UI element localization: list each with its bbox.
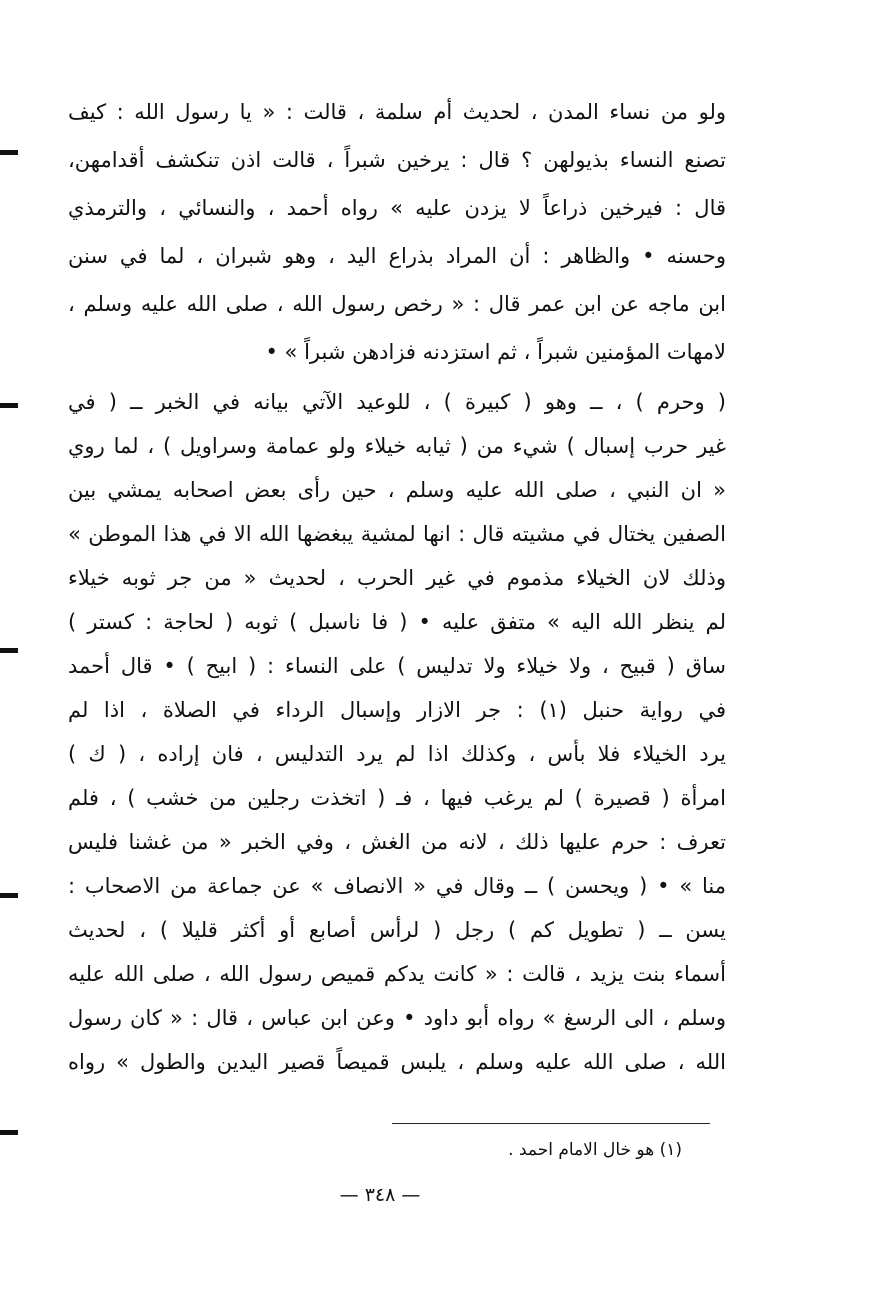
text-line: الله ، صلى الله عليه وسلم ، يلبس قميصاً قصير اليدين والطول » رواه	[68, 1050, 726, 1074]
text-line: وحسنه • والظاهر : أن المراد بذراع اليد ، وهو شبران ، لما في سنن	[68, 244, 726, 268]
text-line: غير حرب إسبال ) شيء من ( ثيابه خيلاء ولو عمامة وسراويل ) ، لما روي	[68, 434, 726, 458]
text-line: أسماء بنت يزيد ، قالت : « كانت يدكم قميص رسول الله ، صلى الله عليه	[68, 962, 726, 986]
scan-edge-mark	[0, 648, 18, 653]
text-line: قال : فيرخين ذراعاً لا يزدن عليه » رواه أحمد ، والنسائي ، والترمذي	[68, 196, 726, 220]
text-line: ولو من نساء المدن ، لحديث أم سلمة ، قالت : « يا رسول الله : كيف	[68, 100, 726, 124]
scan-edge-mark	[0, 150, 18, 155]
footnote: (١) هو خال الامام احمد .	[508, 1140, 682, 1160]
footnote-divider	[392, 1123, 710, 1124]
text-line: الصفين يختال في مشيته قال : انها لمشية يبغضها الله الا في هذا الموطن »	[68, 522, 726, 546]
body-text-2	[68, 382, 726, 1112]
text-line: ( وحرم ) ، ــ وهو ( كبيرة ) ، للوعيد الآتي بيانه في الخبر ــ ( في	[68, 390, 726, 414]
text-line: لم ينظر الله اليه » متفق عليه • ( فا ناسبل ) ثوبه ( لحاجة : كستر )	[68, 610, 726, 634]
page-number: — ٣٤٨ —	[339, 1184, 421, 1206]
text-line: وذلك لان الخيلاء مذموم في غير الحرب ، لحديث « من جر ثوبه خيلاء	[68, 566, 726, 590]
text-line: تعرف : حرم عليها ذلك ، لانه من الغش ، وفي الخبر « من غشنا فليس	[68, 830, 726, 854]
text-line: منا » • ( ويحسن ) ــ وقال في « الانصاف » عن جماعة من الاصحاب :	[68, 874, 726, 898]
text-line: وسلم ، الى الرسغ » رواه أبو داود • وعن ابن عباس ، قال : « كان رسول	[68, 1006, 726, 1030]
text-line: ابن ماجه عن ابن عمر قال : « رخص رسول الله ، صلى الله عليه وسلم ،	[68, 292, 726, 316]
text-line: « ان النبي ، صلى الله عليه وسلم ، حين رأى بعض اصحابه يمشي بين	[68, 478, 726, 502]
text-line: لامهات المؤمنين شبراً ، ثم استزدنه فزادهن شبراً » •	[265, 340, 726, 364]
text-line: في رواية حنبل (١) : جر الازار وإسبال الرداء في الصلاة ، اذا لم	[68, 698, 726, 722]
text-line: امرأة ( قصيرة ) لم يرغب فيها ، فـ ( اتخذت رجلين من خشب ) ، فلم	[68, 786, 726, 810]
text-line: يرد الخيلاء فلا بأس ، وكذلك اذا لم يرد التدليس ، فان إراده ، ( ك )	[68, 742, 726, 766]
scan-edge-mark	[0, 893, 18, 898]
text-line: تصنع النساء بذيولهن ؟ قال : يرخين شبراً ، قالت اذن تنكشف أقدامهن،	[68, 148, 726, 172]
text-line: ساق ( قبيح ، ولا خيلاء ولا تدليس ) على النساء : ( ابيح ) • قال أحمد	[68, 654, 726, 678]
scan-edge-mark	[0, 1130, 18, 1135]
scan-edge-mark	[0, 403, 18, 408]
text-line: يسن ــ ( تطويل كم ) رجل ( لرأس أصابع أو أكثر قليلا ) ، لحديث	[68, 918, 726, 942]
